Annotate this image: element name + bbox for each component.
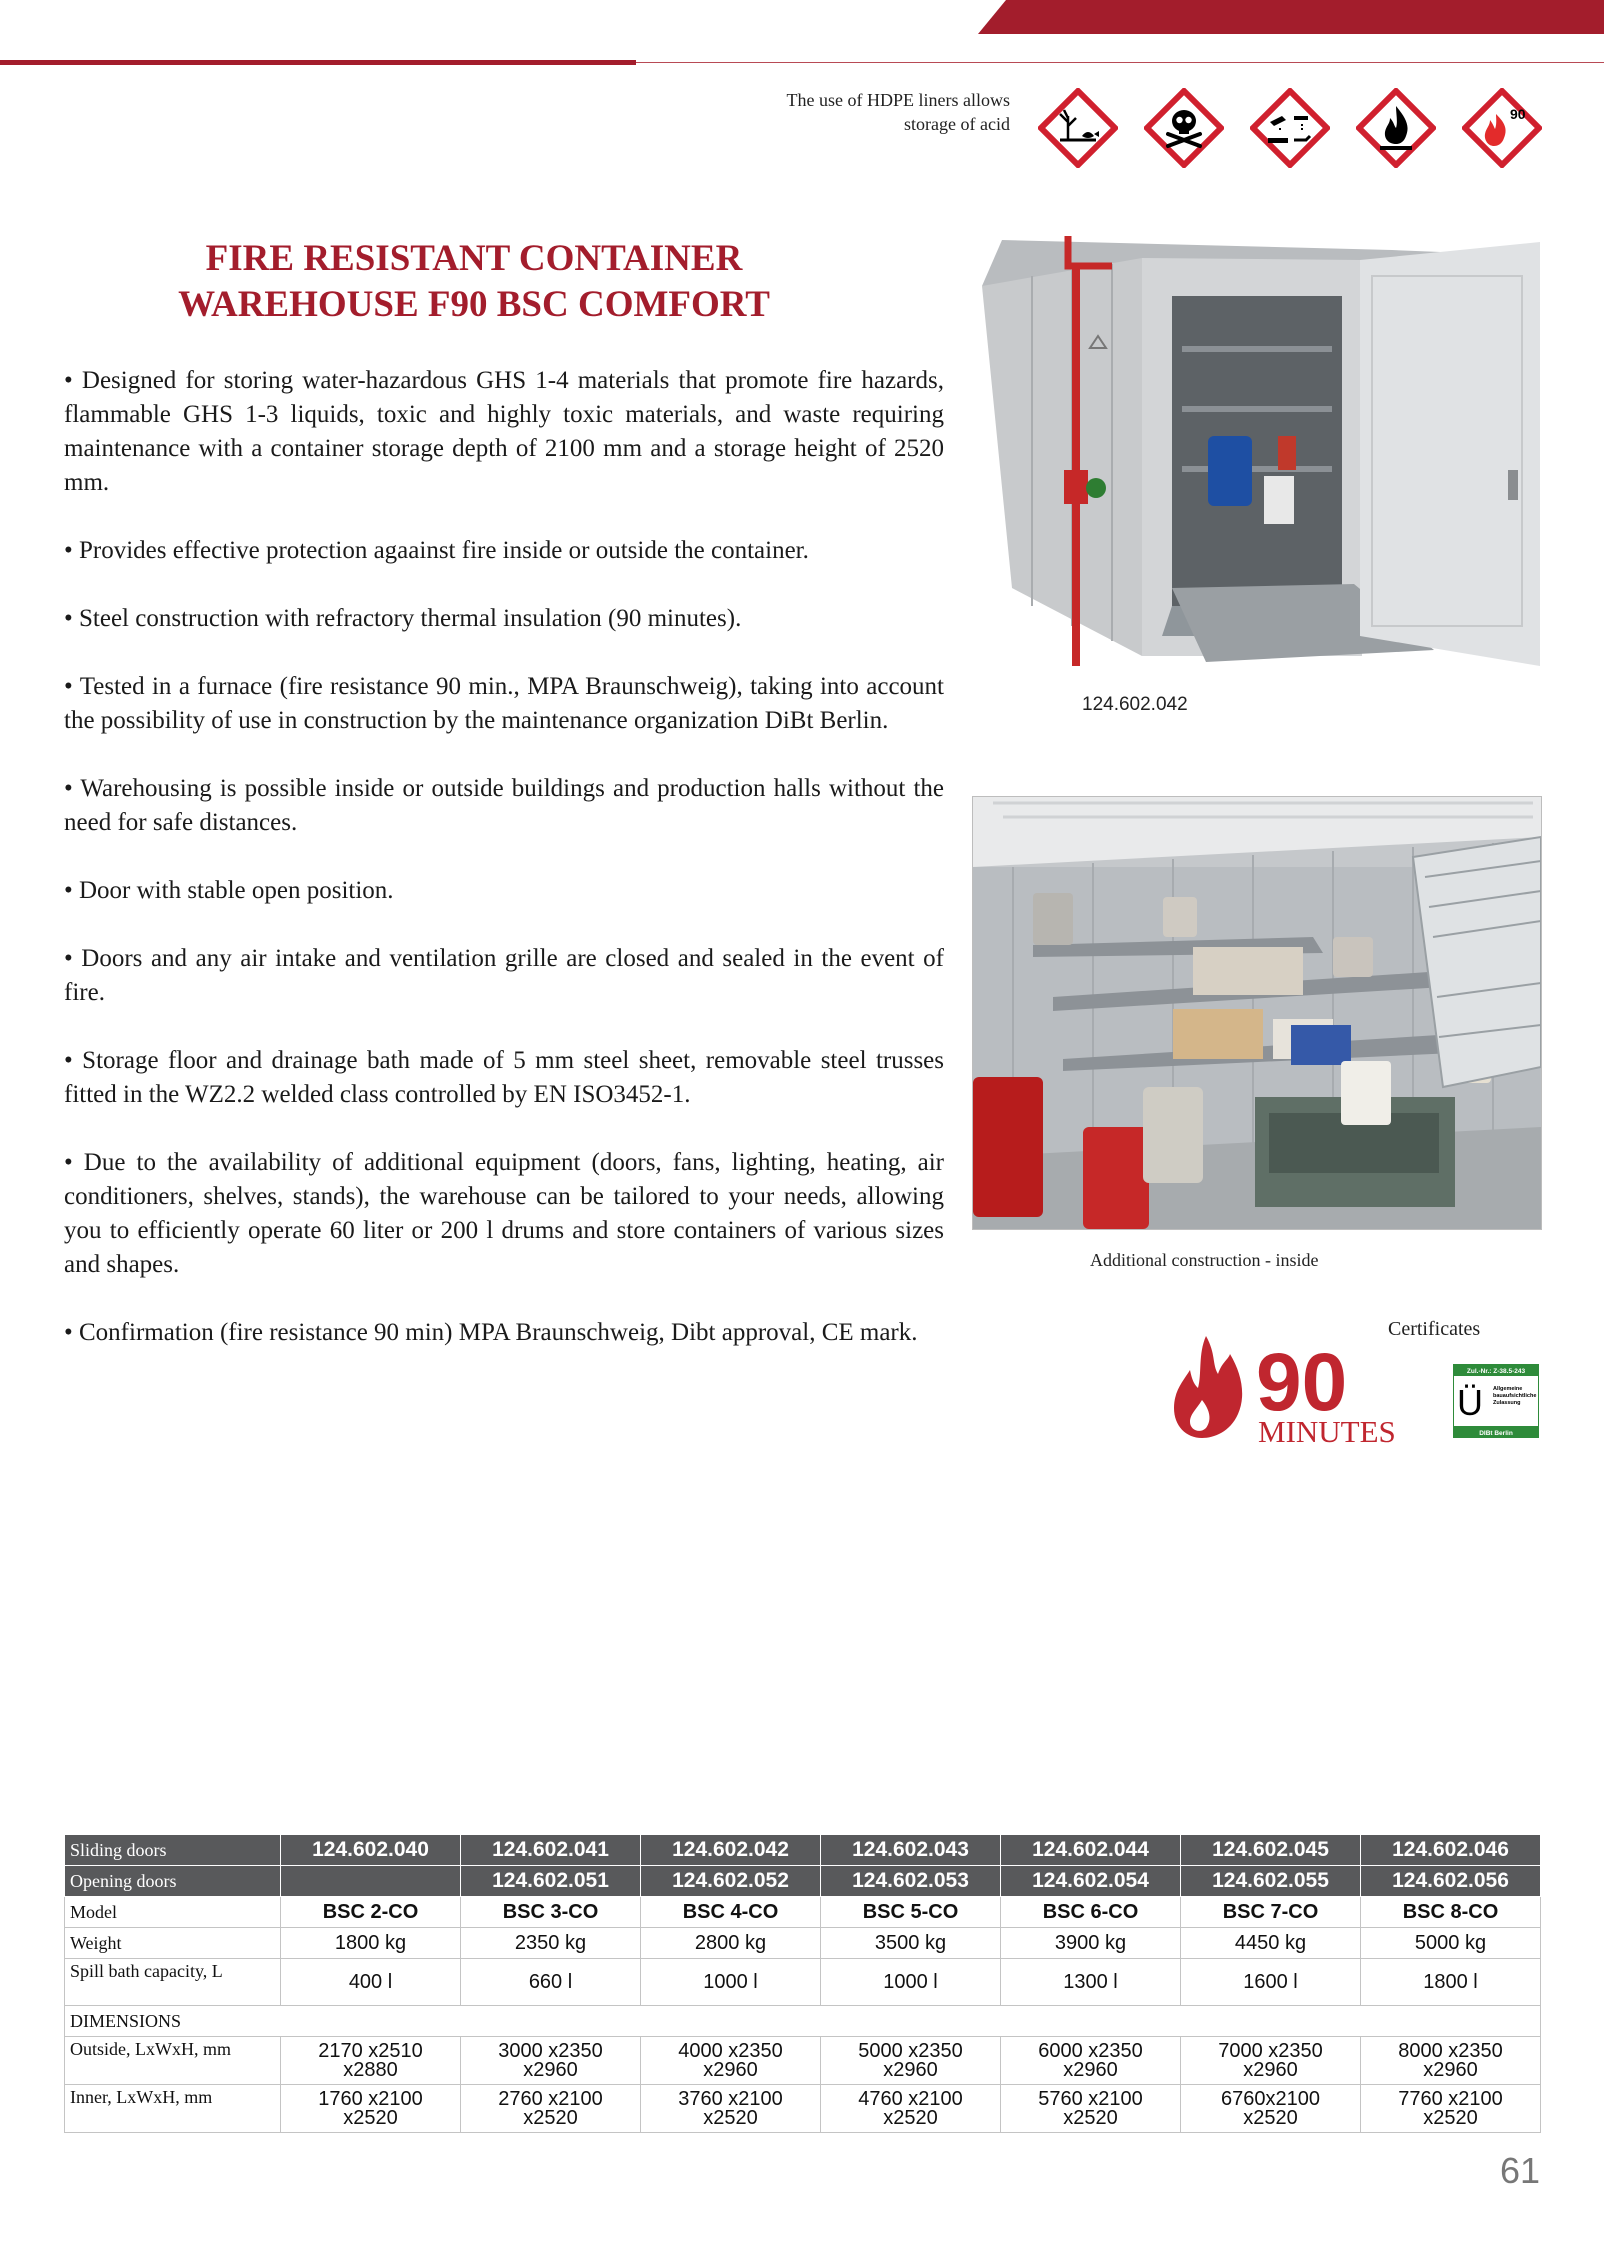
table-cell: 1800 kg [281, 1928, 461, 1959]
table-cell: BSC 3-CO [461, 1897, 641, 1928]
approval-line2: bauaufsichtliche [1493, 1393, 1537, 1399]
table-cell: 1800 l [1361, 1959, 1541, 2006]
table-cell: 3500 kg [821, 1928, 1001, 1959]
table-cell: 124.602.053 [821, 1866, 1001, 1897]
table-cell: 4000 x2350 x2960 [641, 2037, 821, 2085]
table-cell: 124.602.043 [821, 1835, 1001, 1866]
table-row-outside [65, 2037, 1541, 2085]
table-cell: BSC 6-CO [1001, 1897, 1181, 1928]
table-cell: 1300 l [1001, 1959, 1181, 2006]
dimensions-label: DIMENSIONS [65, 2006, 281, 2037]
title-line1: FIRE RESISTANT CONTAINER [205, 238, 743, 279]
table-cell: BSC 5-CO [821, 1897, 1001, 1928]
table-cell: 124.602.045 [1181, 1835, 1361, 1866]
approval-line1: Allgemeine [1493, 1386, 1523, 1392]
table-cell: 400 l [281, 1959, 461, 2006]
table-cell: 6760x2100 x2520 [1181, 2085, 1361, 2133]
row-label: Outside, LxWxH, mm [65, 2037, 281, 2085]
feature-item: • Designed for storing water-hazardous GHS 1-4 materials that promote fire hazards, flammable GHS 1-3 liquids, toxic and highly toxic materials, and waste requiring maintenance with a container storage depth of 2100 mm and a storage height of 2520 mm. [64, 367, 944, 496]
badge-number: 90 [1256, 1337, 1348, 1428]
fire-resistance-90-minutes-badge [1172, 1330, 1420, 1450]
table-cell: 8000 x2350 x2960 [1361, 2037, 1541, 2085]
table-row-weight [65, 1928, 1541, 1959]
table-cell: BSC 7-CO [1181, 1897, 1361, 1928]
table-row-model [65, 1897, 1541, 1928]
header-rule-thin [636, 62, 1604, 63]
table-cell: 6000 x2350 x2960 [1001, 2037, 1181, 2085]
row-label: Spill bath capacity, L [65, 1959, 281, 2006]
table-cell: 7000 x2350 x2960 [1181, 2037, 1361, 2085]
skull-crossbones-icon [1144, 88, 1224, 168]
feature-item: • Doors and any air intake and ventilation grille are closed and sealed in the event of fire. [64, 945, 944, 1006]
certificates-label: Certificates [1388, 1318, 1481, 1340]
photo2-caption: Additional construction - inside [1090, 1250, 1319, 1270]
row-label: Inner, LxWxH, mm [65, 2085, 281, 2133]
dibt-approval-mark [1453, 1364, 1539, 1438]
table-cell: 124.602.042 [641, 1835, 821, 1866]
hdpe-note [750, 88, 1010, 136]
container-interior-photo [972, 796, 1542, 1230]
table-cell: BSC 8-CO [1361, 1897, 1541, 1928]
page-number: 61 [1499, 2150, 1540, 2191]
table-cell: 3000 x2350 x2960 [461, 2037, 641, 2085]
feature-item: • Confirmation (fire resistance 90 min) MPA Braunschweig, Dibt approval, CE mark. [64, 1319, 918, 1346]
table-cell: 124.602.046 [1361, 1835, 1541, 1866]
table-cell: BSC 2-CO [281, 1897, 461, 1928]
table-cell: 1000 l [821, 1959, 1001, 2006]
table-cell: 2170 x2510 x2880 [281, 2037, 461, 2085]
table-cell: 5000 kg [1361, 1928, 1541, 1959]
table-cell: 2350 kg [461, 1928, 641, 1959]
table-cell: 1600 l [1181, 1959, 1361, 2006]
table-cell: 124.602.041 [461, 1835, 641, 1866]
title-line2: WAREHOUSE F90 BSC COMFORT [178, 284, 770, 325]
row-label: Weight [65, 1928, 281, 1959]
photo1-caption: 124.602.042 [1082, 694, 1188, 715]
table-row-opening-doors [65, 1866, 1541, 1897]
feature-item: • Storage floor and drainage bath made of 5 mm steel sheet, removable steel trusses fitted in the WZ2.2 welded class controlled by EN ISO3452-1. [64, 1047, 944, 1108]
table-cell: BSC 4-CO [641, 1897, 821, 1928]
feature-item: • Tested in a furnace (fire resistance 90 min., MPA Braunschweig), taking into account the possibility of use in construction by the maintenance organization DiBt Berlin. [64, 673, 944, 734]
feature-item: • Steel construction with refractory thermal insulation (90 minutes). [64, 605, 742, 632]
hdpe-note-line2: storage of acid [904, 114, 1010, 134]
table-cell: 3760 x2100 x2520 [641, 2085, 821, 2133]
table-cell: 2800 kg [641, 1928, 821, 1959]
header-rule [0, 60, 636, 65]
table-cell: 124.602.040 [281, 1835, 461, 1866]
table-cell: 1760 x2100 x2520 [281, 2085, 461, 2133]
feature-item: • Warehousing is possible inside or outside buildings and production halls without the need for safe distances. [64, 775, 944, 836]
table-cell [281, 1866, 461, 1897]
fire-resistance-90-label: 90 [1510, 106, 1526, 122]
flammable-icon [1356, 88, 1436, 168]
table-cell: 660 l [461, 1959, 641, 2006]
table-row-sliding-doors [65, 1835, 1541, 1866]
container-exterior-photo [972, 236, 1540, 682]
table-cell: 124.602.051 [461, 1866, 641, 1897]
approval-number: Zul.-Nr.: Z-38.5-243 [1466, 1368, 1526, 1375]
table-cell: 124.602.056 [1361, 1866, 1541, 1897]
corrosive-icon [1250, 88, 1330, 168]
table-cell: 4760 x2100 x2520 [821, 2085, 1001, 2133]
approval-bottom: DIBt Berlin [1479, 1430, 1513, 1437]
feature-item: • Door with stable open position. [64, 877, 394, 904]
hdpe-note-line1: The use of HDPE liners allows [786, 90, 1010, 110]
approval-mark-letter: Ü [1457, 1382, 1483, 1423]
fire-resistance-90-icon [1462, 88, 1542, 168]
page-title [64, 236, 884, 328]
table-row-inner [65, 2085, 1541, 2133]
table-cell: 124.602.055 [1181, 1866, 1361, 1897]
table-cell: 7760 x2100 x2520 [1361, 2085, 1541, 2133]
header-accent-band [978, 0, 1604, 34]
table-cell: 2760 x2100 x2520 [461, 2085, 641, 2133]
table-cell: 124.602.054 [1001, 1866, 1181, 1897]
row-label: Model [65, 1897, 281, 1928]
feature-item: • Provides effective protection agaainst fire inside or outside the container. [64, 537, 809, 564]
environment-hazard-icon [1038, 88, 1118, 168]
feature-list [64, 364, 944, 1384]
spec-table [64, 1834, 1541, 2133]
table-cell: 3900 kg [1001, 1928, 1181, 1959]
approval-line3: Zulassung [1493, 1400, 1521, 1406]
table-cell: 4450 kg [1181, 1928, 1361, 1959]
table-cell: 5760 x2100 x2520 [1001, 2085, 1181, 2133]
table-row-dimensions [65, 2006, 1541, 2037]
feature-item: • Due to the availability of additional equipment (doors, fans, lighting, heating, air conditioners, shelves, stands), the warehouse can be tailored to your needs, allowing you to efficiently operate 60 liter or 200 l drums and store containers of various sizes and shapes. [64, 1149, 944, 1278]
table-cell: 124.602.052 [641, 1866, 821, 1897]
row-label: Opening doors [65, 1866, 281, 1897]
table-cell: 124.602.044 [1001, 1835, 1181, 1866]
table-cell: 1000 l [641, 1959, 821, 2006]
table-row-spill-bath [65, 1959, 1541, 2006]
row-label: Sliding doors [65, 1835, 281, 1866]
badge-text: MINUTES [1258, 1414, 1396, 1449]
table-cell: 5000 x2350 x2960 [821, 2037, 1001, 2085]
